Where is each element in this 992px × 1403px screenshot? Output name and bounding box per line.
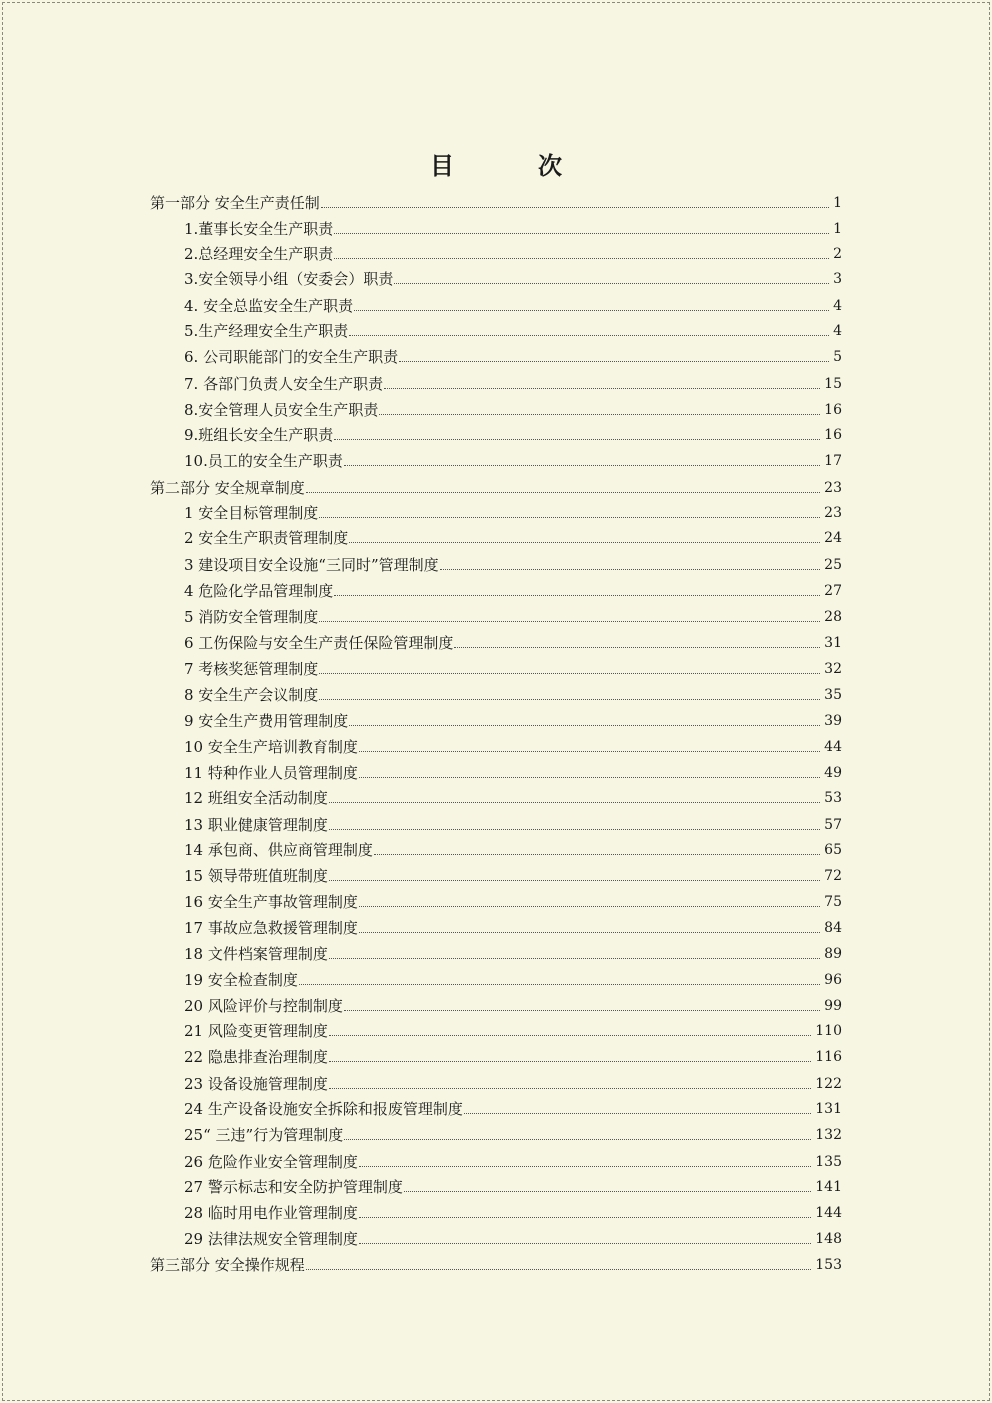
toc-entry-page-number: 17 <box>824 453 842 469</box>
toc-leader-dots <box>354 310 829 311</box>
toc-entry-label: 6. 公司职能部门的安全生产职责 <box>184 348 399 366</box>
toc-entry-label: 22 隐患排查治理制度 <box>184 1048 328 1066</box>
toc-entry <box>0 243 992 265</box>
toc-entry-page-number: 31 <box>824 635 842 651</box>
toc-entry-page-number: 28 <box>824 609 842 625</box>
toc-entry-page-number: 16 <box>824 402 842 418</box>
toc-entry-label: 15 领导带班值班制度 <box>184 867 328 885</box>
toc-entry-label: 19 安全检查制度 <box>184 971 298 989</box>
toc-entry-page-number: 131 <box>815 1101 842 1117</box>
toc-entry <box>0 762 992 784</box>
toc-entry <box>0 1020 992 1042</box>
toc-entry-page-number: 122 <box>815 1076 842 1092</box>
toc-leader-dots <box>319 517 820 518</box>
toc-entry <box>0 710 992 732</box>
toc-entry-page-number: 4 <box>833 323 842 339</box>
toc-entry <box>0 218 992 240</box>
toc-entry-label: 10.员工的安全生产职责 <box>184 452 343 470</box>
toc-entry-page-number: 89 <box>824 946 842 962</box>
toc-leader-dots <box>359 1243 811 1244</box>
toc-entry-page-number: 96 <box>824 972 842 988</box>
toc-entry <box>0 917 992 939</box>
toc-leader-dots <box>344 1010 820 1011</box>
toc-leader-dots <box>344 465 820 466</box>
toc-entry-page-number: 44 <box>824 739 842 755</box>
toc-leader-dots <box>319 673 820 674</box>
toc-leader-dots <box>334 233 829 234</box>
toc-entry-label: 5.生产经理安全生产职责 <box>184 322 349 340</box>
toc-leader-dots <box>329 829 820 830</box>
toc-entry-page-number: 3 <box>833 271 842 287</box>
toc-entry <box>0 1228 992 1250</box>
toc-entry <box>0 580 992 602</box>
toc-entry-label: 8 安全生产会议制度 <box>184 686 319 704</box>
toc-entry-label: 14 承包商、供应商管理制度 <box>184 841 373 859</box>
toc-entry-page-number: 32 <box>824 661 842 677</box>
toc-entry-page-number: 35 <box>824 687 842 703</box>
toc-entry-page-number: 27 <box>824 583 842 599</box>
toc-entry-label: 第三部分 安全操作规程 <box>150 1256 305 1274</box>
toc-entry-page-number: 153 <box>815 1257 842 1273</box>
toc-entry-page-number: 24 <box>824 530 842 546</box>
toc-entry-page-number: 15 <box>824 376 842 392</box>
toc-entry-label: 2.总经理安全生产职责 <box>184 245 334 263</box>
toc-entry <box>0 1151 992 1173</box>
toc-leader-dots <box>306 492 820 493</box>
toc-entry <box>0 736 992 758</box>
toc-leader-dots <box>374 854 820 855</box>
toc-leader-dots <box>334 595 820 596</box>
toc-entry <box>0 839 992 861</box>
toc-leader-dots <box>399 361 829 362</box>
toc-entry-label: 17 事故应急救援管理制度 <box>184 919 358 937</box>
toc-entry-label: 4. 安全总监安全生产职责 <box>184 297 354 315</box>
toc-entry <box>0 1176 992 1198</box>
toc-entry-page-number: 23 <box>824 505 842 521</box>
toc-entry <box>0 527 992 549</box>
toc-entry-label: 7 考核奖惩管理制度 <box>184 660 319 678</box>
toc-entry-label: 12 班组安全活动制度 <box>184 789 328 807</box>
toc-leader-dots <box>359 906 820 907</box>
toc-leader-dots <box>306 1269 811 1270</box>
toc-entry-label: 1 安全目标管理制度 <box>184 504 319 522</box>
toc-entry-page-number: 4 <box>833 298 842 314</box>
toc-entry <box>0 268 992 290</box>
toc-entry <box>0 1046 992 1068</box>
toc-entry <box>0 969 992 991</box>
toc-entry-label: 28 临时用电作业管理制度 <box>184 1204 358 1222</box>
toc-entry-label: 11 特种作业人员管理制度 <box>184 764 358 782</box>
toc-entry-page-number: 84 <box>824 920 842 936</box>
toc-entry-page-number: 1 <box>833 195 842 211</box>
toc-entry <box>0 658 992 680</box>
toc-leader-dots <box>359 1217 811 1218</box>
toc-entry <box>0 995 992 1017</box>
toc-leader-dots <box>359 932 820 933</box>
toc-entry-page-number: 25 <box>824 557 842 573</box>
toc-entry-label: 10 安全生产培训教育制度 <box>184 738 358 756</box>
toc-entry <box>0 295 992 317</box>
toc-entry-page-number: 16 <box>824 427 842 443</box>
toc-leader-dots <box>359 777 820 778</box>
toc-entry <box>0 399 992 421</box>
toc-leader-dots <box>319 699 820 700</box>
toc-entry-page-number: 110 <box>815 1023 842 1039</box>
toc-entry <box>0 373 992 395</box>
toc-leader-dots <box>349 725 820 726</box>
toc-leader-dots <box>359 751 820 752</box>
toc-leader-dots <box>334 258 829 259</box>
toc-entry-label: 第二部分 安全规章制度 <box>150 479 305 497</box>
toc-entry <box>0 1202 992 1224</box>
toc-leader-dots <box>454 647 820 648</box>
toc-entry-page-number: 116 <box>815 1049 842 1065</box>
toc-entry <box>0 424 992 446</box>
toc-entry-label: 21 风险变更管理制度 <box>184 1022 328 1040</box>
toc-part-entry <box>0 1254 992 1276</box>
toc-entry-label: 第一部分 安全生产责任制 <box>150 194 320 212</box>
toc-entry-label: 2 安全生产职责管理制度 <box>184 529 349 547</box>
toc-entry-page-number: 132 <box>815 1127 842 1143</box>
toc-leader-dots <box>440 569 820 570</box>
toc-entry-page-number: 39 <box>824 713 842 729</box>
toc-leader-dots <box>359 1166 811 1167</box>
toc-leader-dots <box>329 802 820 803</box>
toc-entry-page-number: 75 <box>824 894 842 910</box>
toc-entry <box>0 320 992 342</box>
toc-entry-label: 24 生产设备设施安全拆除和报废管理制度 <box>184 1100 463 1118</box>
toc-entry-label: 20 风险评价与控制制度 <box>184 997 343 1015</box>
toc-leader-dots <box>329 880 820 881</box>
toc-entry <box>0 865 992 887</box>
toc-leader-dots <box>384 388 820 389</box>
toc-entry-label: 16 安全生产事故管理制度 <box>184 893 358 911</box>
toc-entry-page-number: 144 <box>815 1205 842 1221</box>
toc-entry-label: 23 设备设施管理制度 <box>184 1075 328 1093</box>
toc-entry <box>0 450 992 472</box>
toc-entry <box>0 632 992 654</box>
toc-entry-page-number: 49 <box>824 765 842 781</box>
toc-entry-label: 1.董事长安全生产职责 <box>184 220 334 238</box>
toc-entry-page-number: 53 <box>824 790 842 806</box>
toc-entry <box>0 502 992 524</box>
toc-entry-label: 4 危险化学品管理制度 <box>184 582 334 600</box>
page-title: 目 次 <box>430 152 592 180</box>
toc-entry-label: 5 消防安全管理制度 <box>184 608 319 626</box>
toc-entry-label: 18 文件档案管理制度 <box>184 945 328 963</box>
toc-entry-label: 3 建设项目安全设施“三同时”管理制度 <box>184 556 439 574</box>
toc-leader-dots <box>334 439 820 440</box>
toc-leader-dots <box>329 1061 811 1062</box>
toc-entry-label: 13 职业健康管理制度 <box>184 816 328 834</box>
toc-entry <box>0 346 992 368</box>
toc-leader-dots <box>299 984 820 985</box>
toc-entry-page-number: 141 <box>815 1179 842 1195</box>
toc-entry <box>0 1124 992 1146</box>
toc-leader-dots <box>404 1191 811 1192</box>
toc-entry <box>0 554 992 576</box>
toc-leader-dots <box>379 414 820 415</box>
toc-entry-label: 29 法律法规安全管理制度 <box>184 1230 358 1248</box>
toc-entry <box>0 1098 992 1120</box>
toc-entry-label: 25“ 三违”行为管理制度 <box>184 1126 344 1144</box>
toc-leader-dots <box>329 1088 811 1089</box>
toc-entry-label: 3.安全领导小组（安委会）职责 <box>184 270 394 288</box>
toc-leader-dots <box>394 283 829 284</box>
toc-entry <box>0 891 992 913</box>
toc-entry <box>0 606 992 628</box>
toc-entry <box>0 1073 992 1095</box>
toc-entry-label: 9 安全生产费用管理制度 <box>184 712 349 730</box>
toc-entry-page-number: 72 <box>824 868 842 884</box>
toc-entry-label: 8.安全管理人员安全生产职责 <box>184 401 379 419</box>
toc-entry-page-number: 135 <box>815 1154 842 1170</box>
toc-entry-page-number: 65 <box>824 842 842 858</box>
toc-entry-page-number: 23 <box>824 480 842 496</box>
toc-leader-dots <box>349 542 820 543</box>
toc-entry <box>0 787 992 809</box>
toc-entry <box>0 943 992 965</box>
toc-leader-dots <box>321 207 829 208</box>
toc-entry-label: 26 危险作业安全管理制度 <box>184 1153 358 1171</box>
toc-leader-dots <box>329 958 820 959</box>
toc-leader-dots <box>464 1113 811 1114</box>
toc-part-entry <box>0 192 992 214</box>
toc-entry-page-number: 2 <box>833 246 842 262</box>
toc-leader-dots <box>344 1139 811 1140</box>
toc-leader-dots <box>329 1035 811 1036</box>
toc-entry-page-number: 57 <box>824 817 842 833</box>
toc-entry-page-number: 148 <box>815 1231 842 1247</box>
toc-entry-page-number: 1 <box>833 221 842 237</box>
toc-leader-dots <box>319 621 820 622</box>
toc-entry-page-number: 5 <box>833 349 842 365</box>
toc-entry <box>0 684 992 706</box>
toc-entry-label: 27 警示标志和安全防护管理制度 <box>184 1178 403 1196</box>
toc-entry-label: 7. 各部门负责人安全生产职责 <box>184 375 384 393</box>
toc-part-entry <box>0 477 992 499</box>
toc-entry-label: 9.班组长安全生产职责 <box>184 426 334 444</box>
toc-leader-dots <box>349 335 829 336</box>
toc-entry-label: 6 工伤保险与安全生产责任保险管理制度 <box>184 634 454 652</box>
toc-entry-page-number: 99 <box>824 998 842 1014</box>
toc-entry <box>0 814 992 836</box>
